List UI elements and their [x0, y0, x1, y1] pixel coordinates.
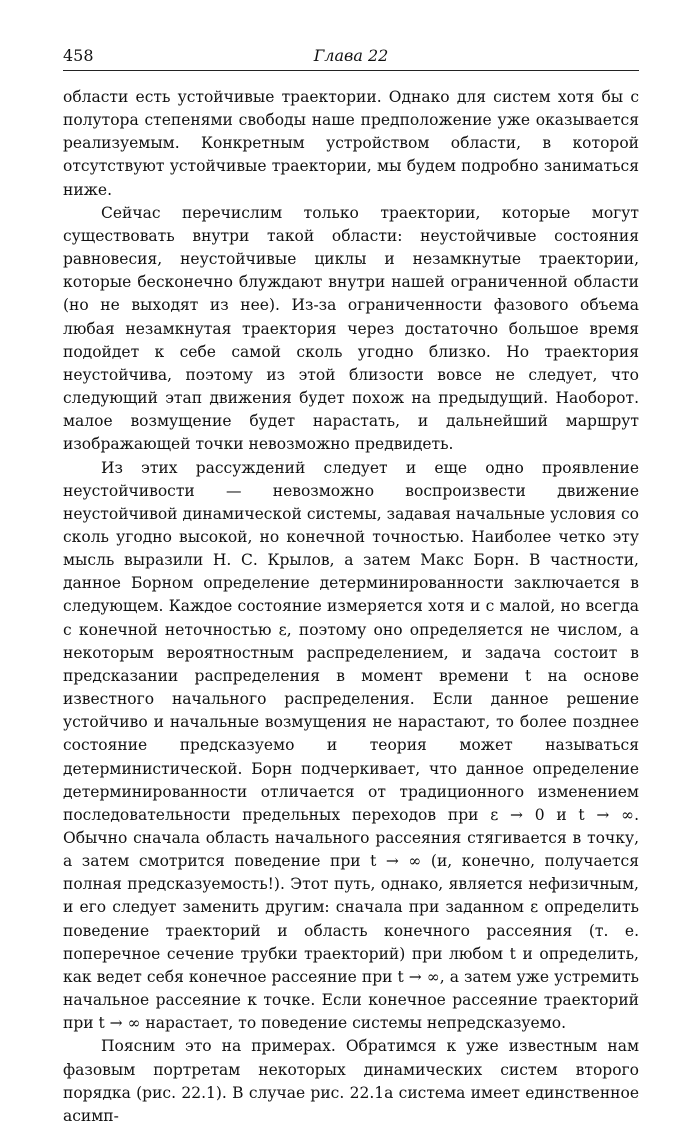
paragraph-3: Из этих рассуждений следует и еще одно проявление неустойчивости — невозможно воспроизвести движение неустойчивой динамической системы, задавая начальные условия со сколь угодно высокой, но конечной точностью. Наиболее четко эту мысль выразили Н. С. Крылов, а затем Макс Борн. В частности, данное Борном определение детерминированности заключается в следующем. Каждое состояние измеряется хотя и с малой, но всегда с конечной неточностью ε, поэтому оно определяется не числом, а некоторым вероятностным распределением, и задача состоит в предсказании распределения в момент времени t на основе известного начального распределения. Если данное решение устойчиво и начальные возмущения не нарастают, то более позднее состояние предсказуемо и теория может называться детерминистической. Борн подчеркивает, что данное определение детерминированности отличается от традиционного изменением последовательности предельных переходов при ε → 0 и t → ∞. Обычно сначала область начального рассеяния стягивается в точку, а затем смотрится поведение при t → ∞ (и, конечно, получается полная предсказуемость!). Этот путь, однако, является нефизичным, и его следует заменить другим: сначала при заданном ε определить поведение траекторий и область конечного рассеяния (т. е. поперечное сечение трубки траекторий) при любом t и определить, как ведет себя конечное рассеяние при t → ∞, а затем уже устремить начальное рассеяние к точке. Если конечное рассеяние траекторий при t → ∞ нарастает, то поведение системы непредсказуемо.: [63, 458, 639, 1033]
document-page: [63, 44, 639, 1128]
paragraph-4: Поясним это на примерах. Обратимся к уже известным нам фазовым портретам некоторых динамических систем второго порядка (рис. 22.1). В случае рис. 22.1а система имеет единственное асимп-: [63, 1037, 639, 1125]
page-number: 458: [63, 46, 94, 65]
paragraph-1: области есть устойчивые траектории. Однако для систем хотя бы с полутора степенями свободы наше предположение уже оказывается реализуемым. Конкретным устройством области, в которой отсутствуют устойчивые траектории, мы будем подробно заниматься ниже.: [63, 88, 639, 199]
paragraph-2: Сейчас перечислим только траектории, которые могут существовать внутри такой области: неустойчивые состояния равновесия, неустойчивые циклы и незамкнутые траектории, которые бесконечно блуждают внутри нашей ограниченной области (но не выходят из нее). Из-за ограниченности фазового объема любая незамкнутая траектория через достаточно большое время подойдет к себе самой сколь угодно близко. Но траектория неустойчива, поэтому из этой близости вовсе не следует, что следующий этап движения будет похож на предыдущий. Наоборот. малое возмущение будет нарастать, и дальнейший маршрут изображающей точки невозможно предвидеть.: [63, 203, 639, 454]
body-text: [63, 86, 639, 1128]
chapter-title: Глава 22: [313, 46, 389, 65]
running-header: [63, 44, 639, 71]
